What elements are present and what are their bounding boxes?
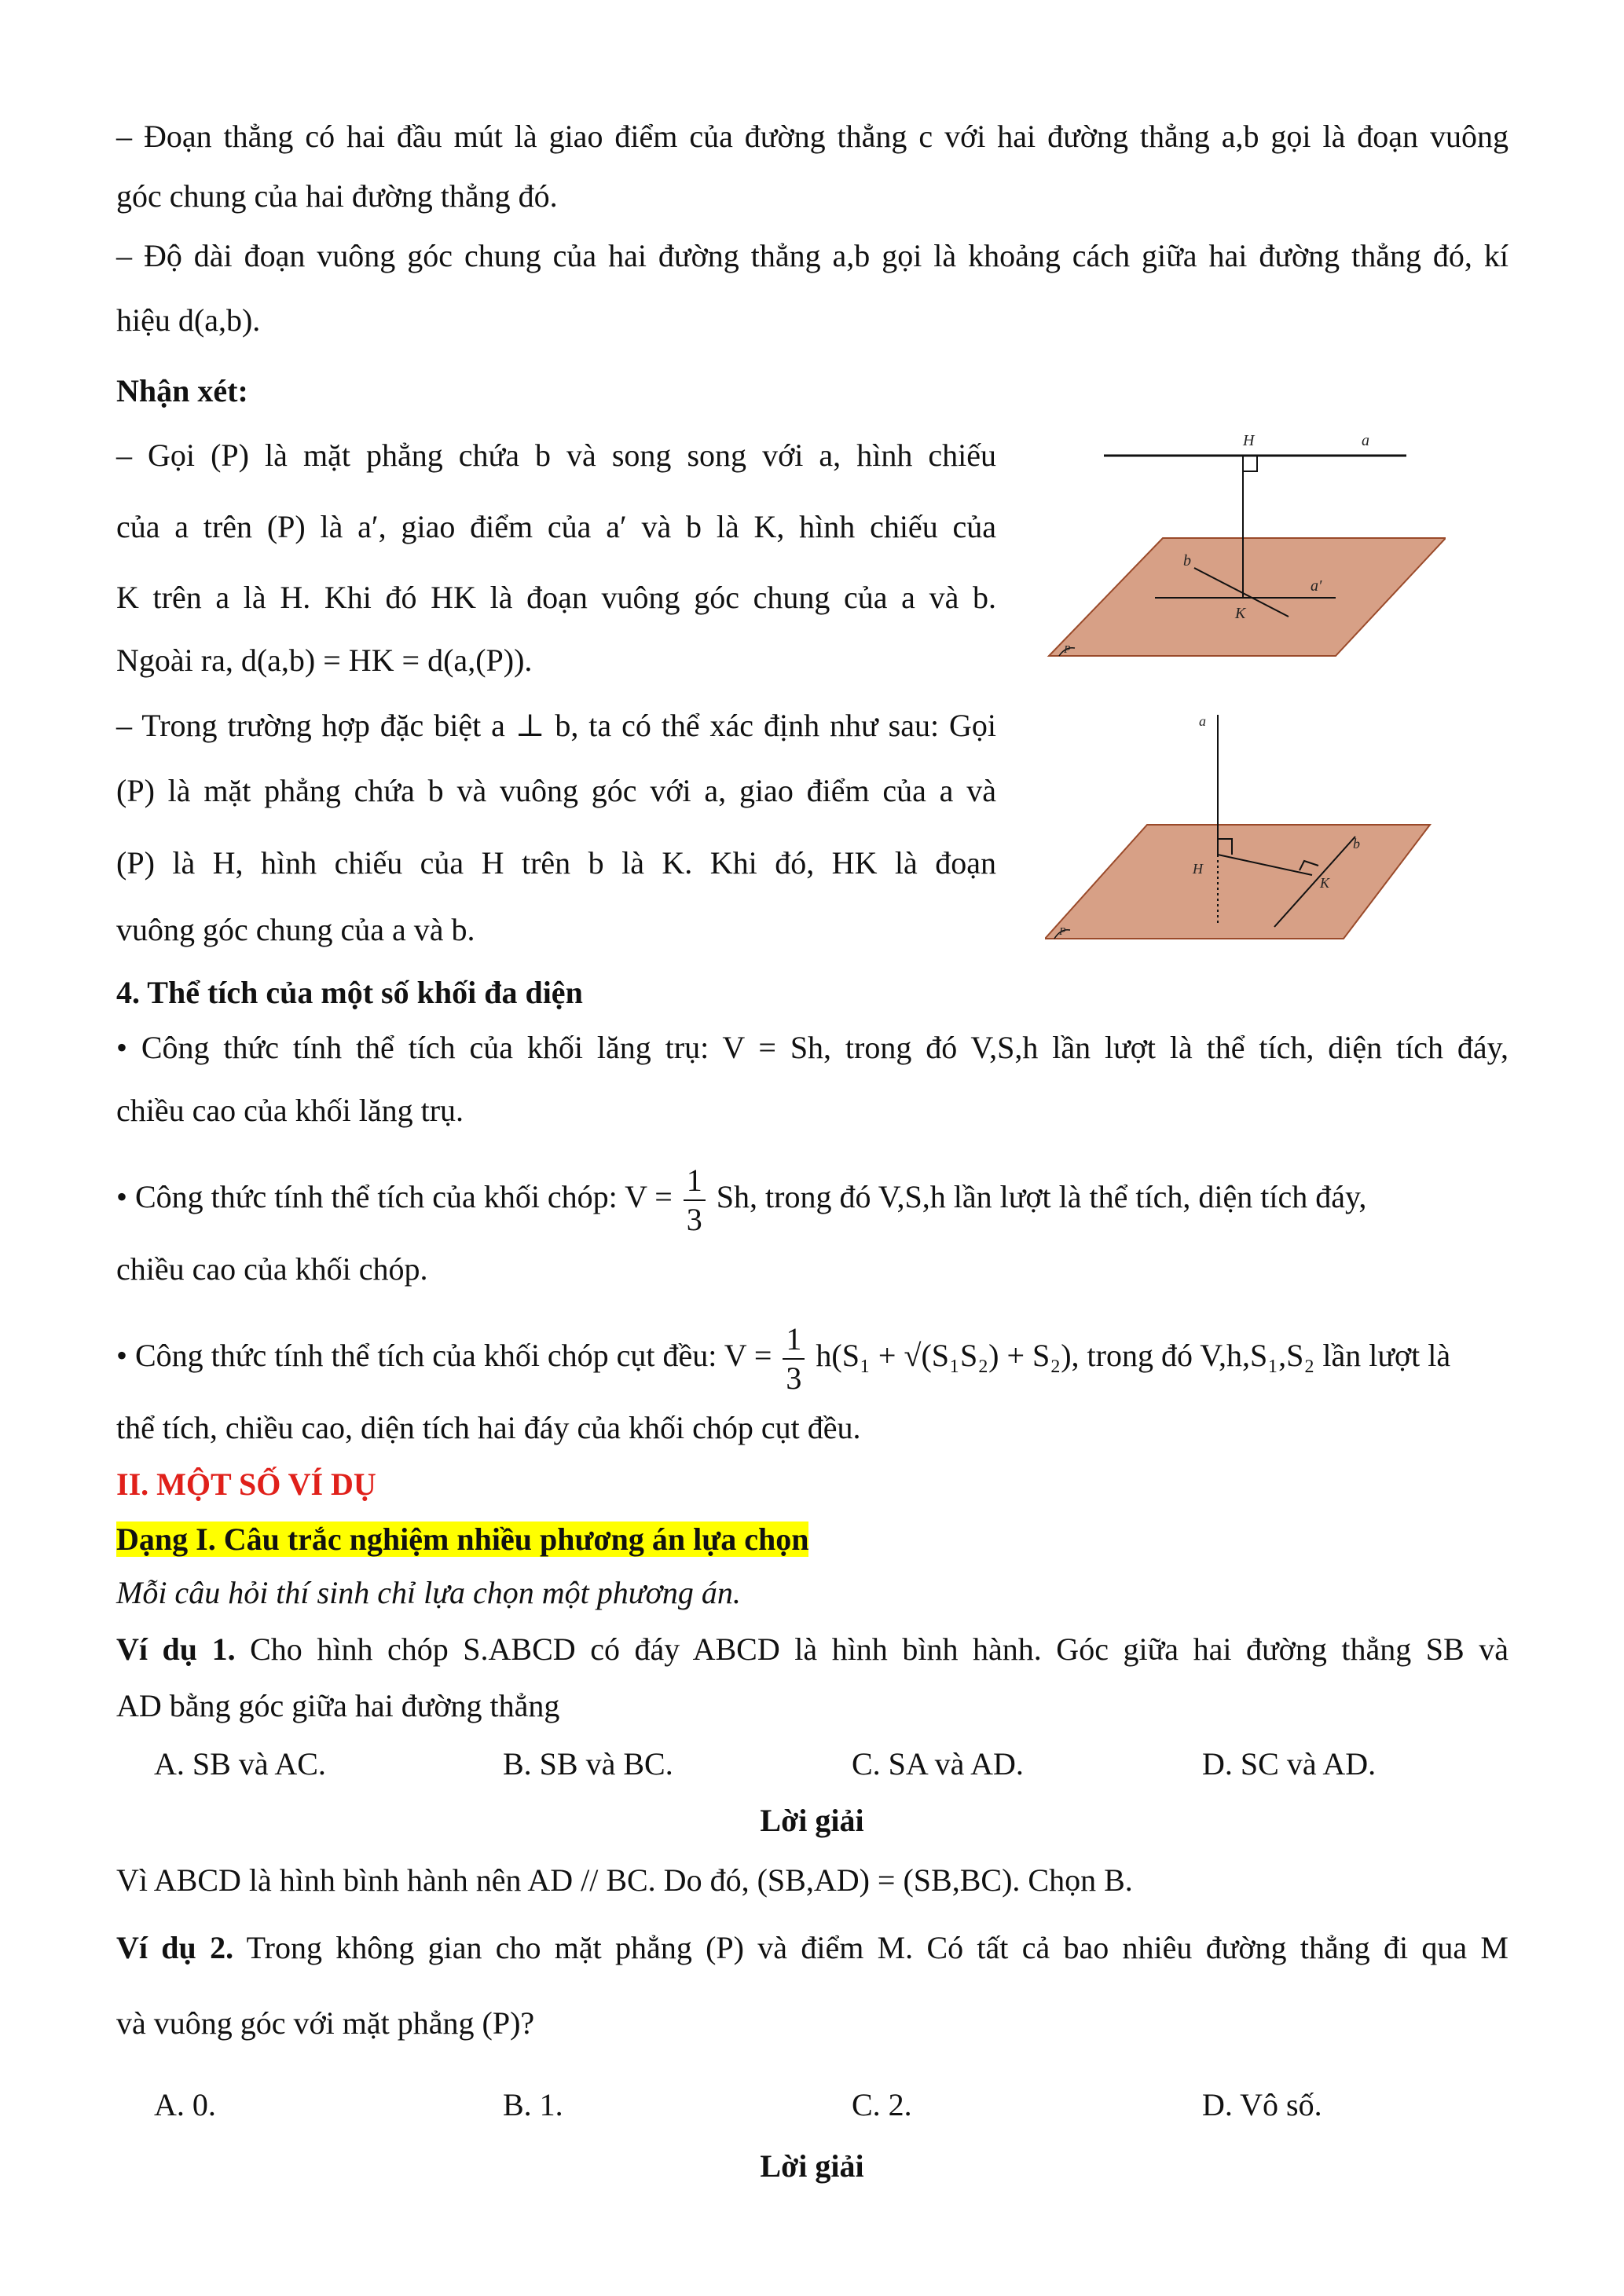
right-angle-mark <box>1243 456 1257 471</box>
remark-line-3: K trên a là H. Khi đó HK là đoạn vuông góc chung của a và b. <box>116 580 996 615</box>
example-2-option-D[interactable]: D. Vô số. <box>1202 2087 1322 2122</box>
solution-2-heading: Lời giải <box>760 2148 864 2184</box>
type-i-highlight: Dạng I. Câu trắc nghiệm nhiều phương án lựa chọn <box>116 1522 809 1557</box>
example-2-text: Trong không gian cho mặt phẳng (P) và điểm M. Có tất cả bao nhiêu đường thẳng đi qua M <box>246 1930 1509 1965</box>
remark-line-1: – Gọi (P) là mặt phẳng chứa b và song song với a, hình chiếu <box>116 438 996 473</box>
section-ii-heading: II. MỘT SỐ VÍ DỤ <box>116 1467 376 1502</box>
pyramid-volume-post: Sh, trong đó V,S,h lần lượt là thể tích, diện tích đáy, <box>716 1179 1367 1214</box>
remark-line-7: (P) là H, hình chiếu của H trên b là K. Khi đó, HK là đoạn <box>116 845 996 881</box>
example-1-option-D[interactable]: D. SC và AD. <box>1202 1746 1377 1782</box>
frac-den: 3 <box>686 1201 702 1237</box>
label-b: b <box>1353 836 1360 851</box>
section-4-heading: 4. Thể tích của một số khối đa diện <box>116 975 583 1010</box>
prism-volume-line-2: chiều cao của khối lăng trụ. <box>116 1093 464 1128</box>
example-1-line-2: AD bằng góc giữa hai đường thẳng <box>116 1688 560 1723</box>
def-segment-line-1: – Đoạn thẳng có hai đầu mút là giao điểm của đường thẳng c với hai đường thẳng a,b gọi là đoạn vuông <box>116 119 1509 154</box>
frustum-volume-line-1 <box>116 1316 1450 1395</box>
example-1-option-C[interactable]: C. SA và AD. <box>852 1746 1024 1782</box>
example-2-label: Ví dụ 2. <box>116 1930 234 1965</box>
plane-P <box>1045 825 1430 939</box>
frac-num: 1 <box>684 1165 706 1201</box>
example-2-line-2: và vuông góc với mặt phẳng (P)? <box>116 2005 535 2041</box>
solution-1-heading: Lời giải <box>760 1803 864 1838</box>
label-a-prime: a′ <box>1311 577 1322 595</box>
remark-line-2: của a trên (P) là a′, giao điểm của a′ và b là K, hình chiếu của <box>116 509 996 544</box>
pyramid-volume-pre: • Công thức tính thể tích của khối chóp: V = <box>116 1179 673 1214</box>
def-distance-line-2: hiệu d(a,b). <box>116 302 261 338</box>
remark-line-5: – Trong trường hợp đặc biệt a ⊥ b, ta có thể xác định như sau: Gọi <box>116 708 996 743</box>
remark-line-8: vuông góc chung của a và b. <box>116 912 475 947</box>
frac-den: 3 <box>786 1360 802 1396</box>
type-i-heading <box>116 1521 808 1558</box>
fraction-one-third <box>684 1162 706 1237</box>
label-K: K <box>1320 875 1330 891</box>
prism-volume-line-1: • Công thức tính thể tích của khối lăng trụ: V = Sh, trong đó V,S,h lần lượt là thể tích, diện tích đáy, <box>116 1030 1509 1065</box>
frustum-volume-line-2: thể tích, chiều cao, diện tích hai đáy của khối chóp cụt đều. <box>116 1410 861 1445</box>
example-1-label: Ví dụ 1. <box>116 1631 236 1667</box>
example-2-option-A[interactable]: A. 0. <box>154 2087 216 2122</box>
label-P: P <box>1064 644 1071 656</box>
fraction-one-third-frustum <box>783 1320 805 1396</box>
frac-num: 1 <box>783 1324 805 1360</box>
example-2-line-1 <box>116 1929 1509 1967</box>
example-2-option-B[interactable]: B. 1. <box>503 2087 563 2122</box>
label-a: a <box>1199 713 1206 729</box>
figure-parallel-lines-plane <box>1037 420 1446 664</box>
remark-line-6: (P) là mặt phẳng chứa b và vuông góc với a, giao điểm của a và <box>116 773 996 808</box>
pyramid-volume-line-2: chiều cao của khối chóp. <box>116 1251 428 1287</box>
remark-line-4: Ngoài ra, d(a,b) = HK = d(a,(P)). <box>116 643 533 678</box>
label-a: a <box>1362 432 1369 449</box>
label-H: H <box>1243 432 1255 449</box>
example-2-option-C[interactable]: C. 2. <box>852 2087 912 2122</box>
example-1-option-B[interactable]: B. SB và BC. <box>503 1746 673 1782</box>
remark-heading: Nhận xét: <box>116 373 248 408</box>
example-1-option-A[interactable]: A. SB và AC. <box>154 1746 326 1782</box>
frustum-volume-pre: • Công thức tính thể tích của khối chóp cụt đều: V = <box>116 1338 772 1373</box>
label-K: K <box>1235 605 1246 622</box>
frustum-volume-post: h(S₁ + √(S₁S₂) + S₂), trong đó V,h,S₁,S₂ lần lượt là <box>816 1338 1451 1373</box>
pyramid-volume-line-1 <box>116 1158 1366 1236</box>
label-H: H <box>1193 861 1203 877</box>
def-segment-line-2: góc chung của hai đường thẳng đó. <box>116 178 558 214</box>
label-P: P <box>1059 926 1066 938</box>
example-1-text: Cho hình chóp S.ABCD có đáy ABCD là hình bình hành. Góc giữa hai đường thẳng SB và <box>250 1631 1509 1667</box>
instruction-text: Mỗi câu hỏi thí sinh chỉ lựa chọn một phương án. <box>116 1575 741 1610</box>
figure-perpendicular-lines-plane <box>1045 699 1446 950</box>
example-1-line-1 <box>116 1631 1509 1668</box>
def-distance-line-1: – Độ dài đoạn vuông góc chung của hai đường thẳng a,b gọi là khoảng cách giữa hai đường thẳng đó, kí <box>116 238 1509 273</box>
label-b: b <box>1183 552 1191 569</box>
solution-1-text: Vì ABCD là hình bình hành nên AD // BC. Do đó, (SB,AD) = (SB,BC). Chọn B. <box>116 1862 1133 1898</box>
